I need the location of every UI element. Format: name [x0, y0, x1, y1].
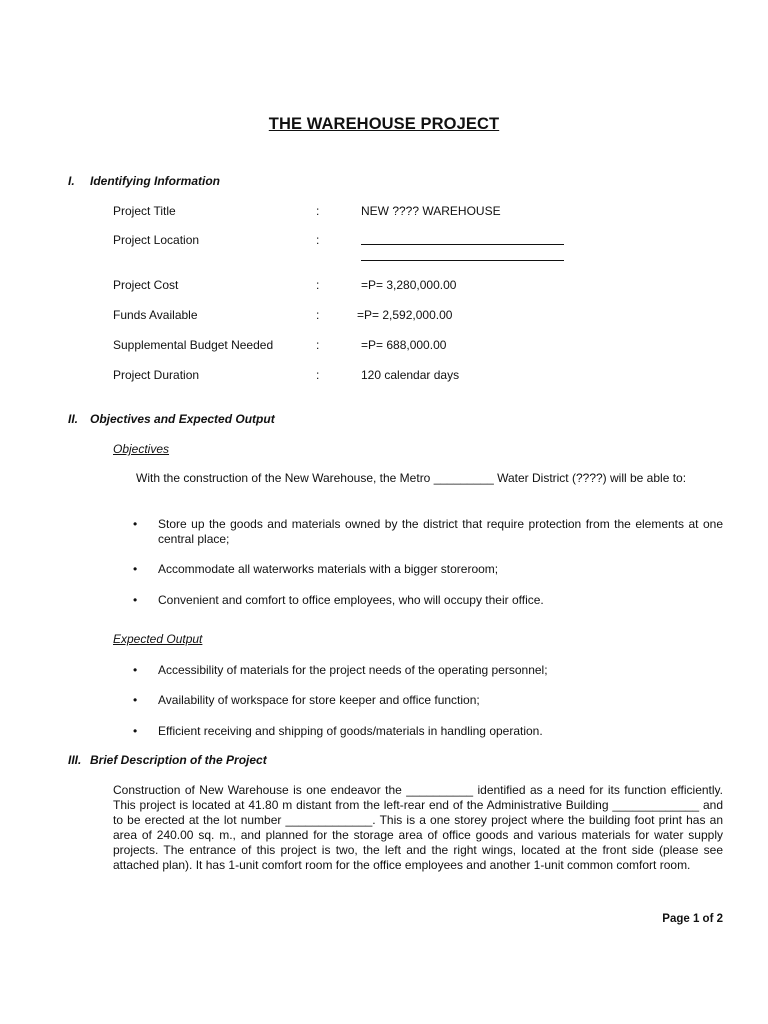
objective-text: Store up the goods and materials owned by the district that require protection from the elements at one central place;	[158, 517, 723, 546]
info-colon: :	[316, 278, 320, 292]
output-item	[133, 663, 723, 678]
objectives-heading: Objectives	[113, 442, 170, 456]
info-row-funds-available	[113, 308, 673, 324]
section-number: II.	[68, 412, 79, 426]
section-heading: Brief Description of the Project	[90, 753, 267, 767]
bullet-icon: •	[133, 693, 138, 707]
info-label: Funds Available	[113, 308, 198, 322]
info-row-supplemental-budget	[113, 338, 673, 354]
info-row-project-duration	[113, 368, 673, 384]
objectives-intro: With the construction of the New Warehouse, the Metro _________ Water District (????) will be able to:	[136, 471, 687, 485]
info-value: =P= 688,000.00	[361, 338, 447, 352]
info-label: Project Cost	[113, 278, 179, 292]
location-blank-line-1	[361, 244, 564, 245]
info-colon: :	[316, 233, 320, 247]
info-colon: :	[316, 338, 320, 352]
objective-text: Convenient and comfort to office employees, who will occupy their office.	[158, 593, 544, 607]
page-number: Page 1 of 2	[662, 913, 723, 925]
info-colon: :	[316, 204, 320, 218]
bullet-icon: •	[133, 724, 138, 738]
bullet-icon: •	[133, 663, 138, 677]
section-identifying-information	[68, 174, 220, 188]
document-title: THE WAREHOUSE PROJECT	[268, 115, 500, 133]
bullet-icon: •	[133, 562, 138, 576]
info-row-project-location	[113, 233, 673, 249]
output-text: Availability of workspace for store keeper and office function;	[158, 693, 480, 707]
section-number: I.	[68, 174, 75, 188]
output-text: Efficient receiving and shipping of goods/materials in handling operation.	[158, 724, 543, 738]
info-value: =P= 3,280,000.00	[361, 278, 457, 292]
project-description: Construction of New Warehouse is one endeavor the __________ identified as a need for its function efficiently. This project is located at 41.80 m distant from the left-rear end of the Administrative Building _____________ and to be erected at the lot number _____________. This is a one storey project where the building foot print has an area of 240.00 sq. m., and planned for the storage area of office goods and various materials for water supply projects. The entrance of this project is two, the left and the right wings, located at the front side (please see attached plan). It has 1-unit comfort room for the office employees and another 1-unit common comfort room.	[113, 783, 723, 872]
info-value: NEW ???? WAREHOUSE	[361, 204, 501, 218]
expected-output-heading: Expected Output	[113, 632, 203, 646]
bullet-icon: •	[133, 593, 138, 607]
info-row-project-title	[113, 204, 673, 220]
section-brief-description	[68, 753, 267, 767]
location-blank-line-2	[361, 260, 564, 261]
section-objectives-and-output	[68, 412, 275, 426]
output-item	[133, 724, 723, 739]
info-value: =P= 2,592,000.00	[357, 308, 453, 322]
info-label: Supplemental Budget Needed	[113, 338, 274, 352]
section-heading: Identifying Information	[90, 174, 220, 188]
info-colon: :	[316, 308, 320, 322]
info-colon: :	[316, 368, 320, 382]
info-label: Project Location	[113, 233, 200, 247]
output-text: Accessibility of materials for the project needs of the operating personnel;	[158, 663, 548, 677]
info-value: 120 calendar days	[361, 368, 460, 382]
section-number: III.	[68, 753, 82, 767]
info-label: Project Duration	[113, 368, 200, 382]
info-row-project-cost	[113, 278, 673, 294]
bullet-icon: •	[133, 517, 138, 531]
objective-text: Accommodate all waterworks materials with a bigger storeroom;	[158, 562, 499, 576]
objective-item	[133, 517, 723, 547]
objective-item	[133, 562, 723, 577]
section-heading: Objectives and Expected Output	[90, 412, 275, 426]
info-label: Project Title	[113, 204, 176, 218]
objective-item	[133, 593, 723, 608]
output-item	[133, 693, 723, 708]
